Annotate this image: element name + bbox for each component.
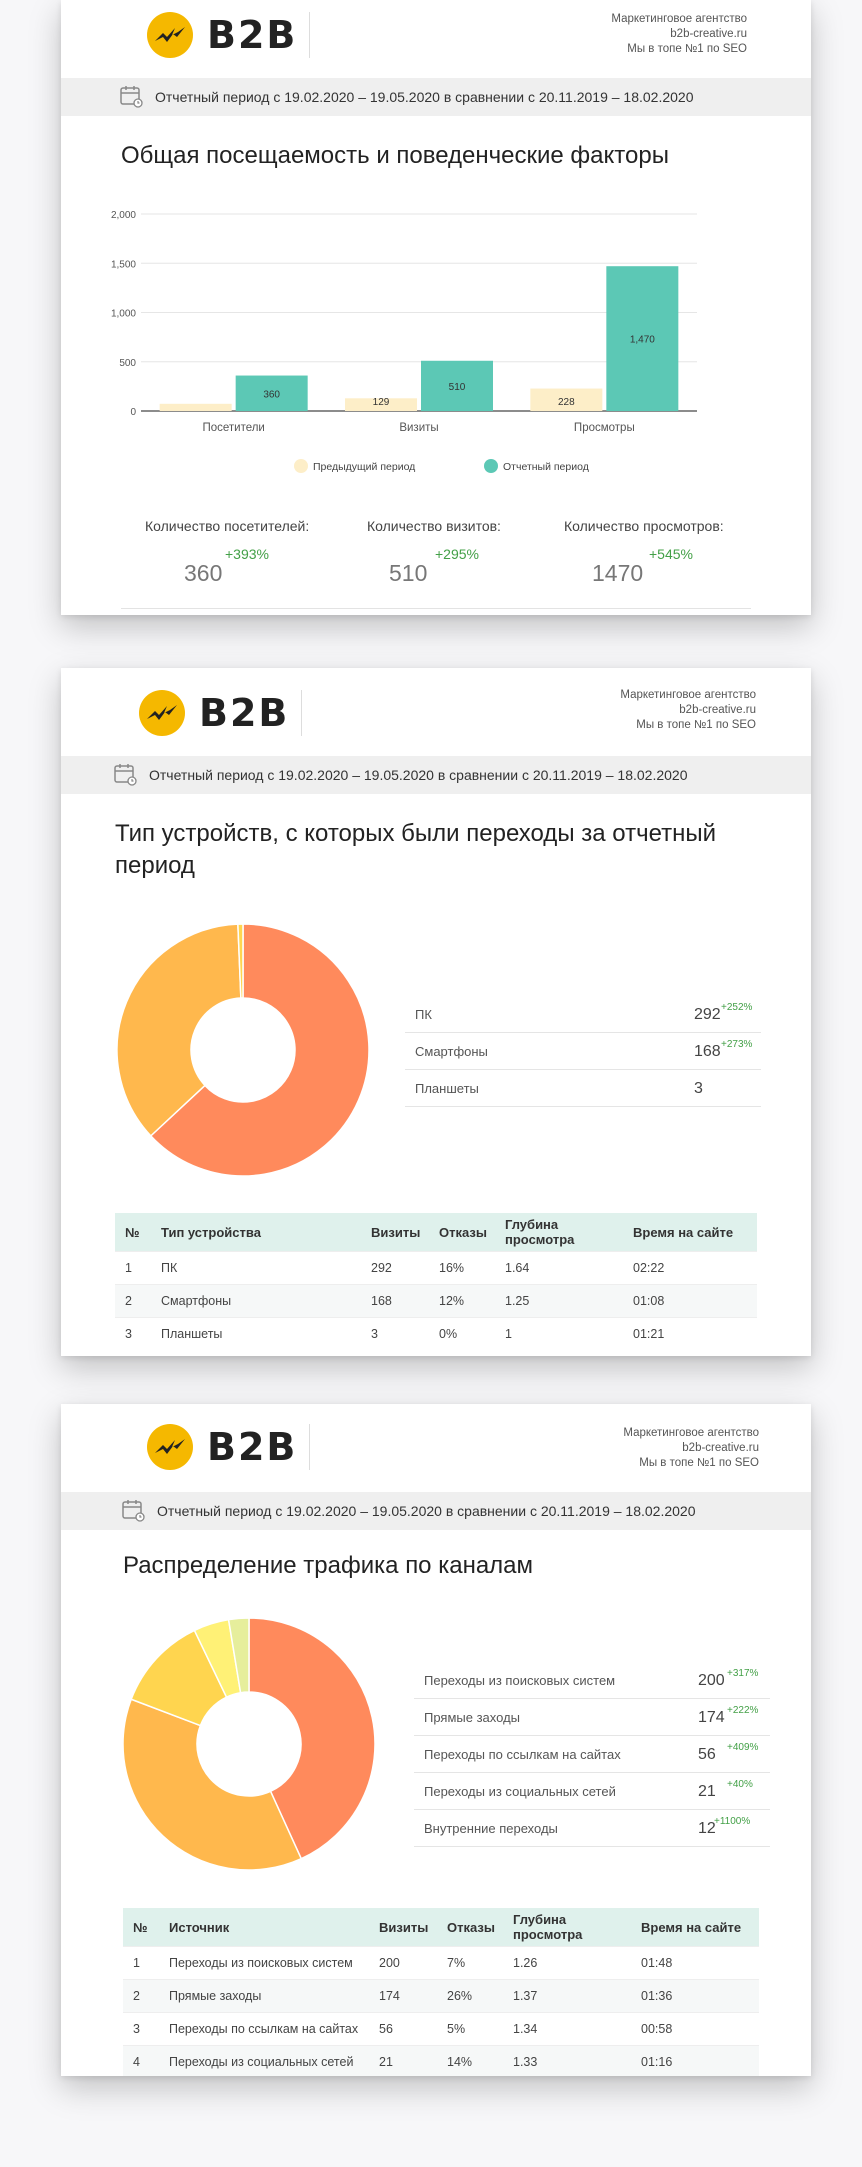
logo-divider	[301, 690, 302, 736]
period-bar	[61, 78, 811, 116]
period-bar	[61, 1492, 811, 1530]
table-cell: Переходы из поисковых систем	[159, 1947, 369, 1980]
section-title: Распределение трафика по каналам	[123, 1552, 534, 1579]
legend-value: 3	[694, 1080, 703, 1097]
column-header: Глубина просмотра	[495, 1213, 623, 1252]
logo	[147, 12, 310, 58]
legend-delta: +1100%	[714, 1816, 751, 1827]
report-header	[61, 1404, 811, 1492]
table-header-row	[123, 1908, 759, 1947]
kpi-views	[564, 518, 724, 586]
table-cell: 01:21	[623, 1318, 757, 1351]
legend-row	[414, 1662, 770, 1699]
calendar-icon	[121, 1498, 145, 1525]
period-text: Отчетный период с 19.02.2020 – 19.05.2020 в сравнении с 20.11.2019 – 18.02.2020	[149, 767, 688, 783]
table-row	[123, 2046, 759, 2077]
column-header: Тип устройства	[151, 1213, 361, 1252]
logo-text: B2B	[199, 691, 290, 735]
table-cell: 4	[123, 2046, 159, 2077]
kpi-label: Количество просмотров:	[564, 518, 724, 534]
legend-value: 21	[698, 1783, 716, 1800]
y-tick-label: 1,000	[110, 308, 136, 320]
channels-legend	[414, 1662, 770, 1847]
kpi-visitors	[145, 518, 310, 586]
period-text: Отчетный период с 19.02.2020 – 19.05.2020 в сравнении с 20.11.2019 – 18.02.2020	[155, 89, 694, 105]
legend-value: 56	[698, 1746, 716, 1763]
kpi-value: 1470	[592, 560, 644, 586]
legend-label: Предыдущий период	[313, 461, 416, 473]
table-cell: 00:58	[631, 2013, 759, 2046]
logo-lightning-icon	[147, 12, 193, 58]
legend-label: Смартфоны	[415, 1044, 488, 1059]
legend-value: 292	[694, 1006, 721, 1023]
calendar-icon	[119, 84, 143, 111]
column-header: Время на сайте	[631, 1908, 759, 1947]
column-header: Глубина просмотра	[503, 1908, 631, 1947]
logo-text: B2B	[207, 1425, 298, 1469]
table-cell: 1	[115, 1252, 151, 1285]
y-tick-label: 1,500	[110, 259, 136, 271]
table-row	[115, 1318, 757, 1351]
legend-row	[405, 996, 761, 1033]
logo-lightning-icon	[147, 1424, 193, 1470]
devices-table	[115, 1213, 757, 1350]
table-cell: 1.25	[495, 1285, 623, 1318]
x-category-label: Посетители	[202, 422, 265, 434]
legend-label: Переходы из поисковых систем	[424, 1673, 616, 1688]
table-row	[123, 1980, 759, 2013]
legend-label: Отчетный период	[503, 461, 589, 473]
report-header	[61, 668, 811, 756]
kpi-visits	[367, 518, 501, 586]
kpi-delta: +545%	[649, 546, 693, 562]
table-cell: 3	[115, 1318, 151, 1351]
kpi-delta: +295%	[435, 546, 479, 562]
y-tick-label: 2,000	[110, 210, 136, 221]
calendar-icon	[113, 762, 137, 789]
y-tick-label: 500	[119, 357, 136, 369]
report-card-devices	[61, 668, 811, 1356]
legend-delta: +273%	[721, 1039, 753, 1050]
table-cell: 21	[369, 2046, 437, 2077]
agency-line: Маркетинговое агентство	[611, 13, 747, 25]
period-bar	[61, 756, 811, 794]
logo-lightning-icon	[139, 690, 185, 736]
divider	[121, 608, 751, 609]
legend-row	[405, 1070, 761, 1107]
legend-value: 12	[698, 1820, 716, 1837]
table-cell: 2	[123, 1980, 159, 2013]
legend-row	[405, 1033, 761, 1070]
legend-row	[414, 1773, 770, 1810]
kpi-value: 360	[184, 560, 223, 586]
legend-label: Внутренние переходы	[424, 1821, 558, 1836]
table-cell: 01:48	[631, 1947, 759, 1980]
bar	[160, 404, 232, 411]
legend-delta: +409%	[727, 1742, 759, 1753]
table-cell: ПК	[151, 1252, 361, 1285]
visits-bar-chart	[61, 190, 811, 490]
report-card-channels	[61, 1404, 811, 2076]
legend-label: ПК	[415, 1007, 432, 1022]
legend-label: Прямые заходы	[424, 1710, 521, 1725]
agency-info	[611, 12, 747, 57]
table-cell: 01:36	[631, 1980, 759, 2013]
legend-delta: +252%	[721, 1002, 753, 1013]
column-header: №	[115, 1213, 151, 1252]
x-category-label: Просмотры	[573, 422, 635, 434]
column-header: №	[123, 1908, 159, 1947]
legend-delta: +40%	[727, 1779, 753, 1790]
logo	[147, 1424, 310, 1470]
legend-delta: +317%	[727, 1668, 759, 1679]
agency-line: Мы в топе №1 по SEO	[636, 719, 756, 731]
kpi-delta: +393%	[225, 546, 269, 562]
kpi-label: Количество посетителей:	[145, 518, 310, 534]
bar-data-label: 360	[263, 389, 281, 401]
table-cell: Прямые заходы	[159, 1980, 369, 2013]
table-cell: 3	[361, 1318, 429, 1351]
legend-swatch	[294, 459, 308, 473]
bar-data-label: 1,470	[629, 334, 655, 346]
column-header: Время на сайте	[623, 1213, 757, 1252]
bar-data-label: 510	[448, 381, 466, 393]
y-tick-label: 0	[130, 407, 136, 418]
table-cell: 1.37	[503, 1980, 631, 2013]
table-cell: 7%	[437, 1947, 503, 1980]
logo-divider	[309, 12, 310, 58]
table-cell: 14%	[437, 2046, 503, 2077]
table-cell: 168	[361, 1285, 429, 1318]
agency-line: Маркетинговое агентство	[620, 689, 756, 701]
table-cell: 1.33	[503, 2046, 631, 2077]
x-category-label: Визиты	[399, 422, 439, 434]
column-header: Отказы	[429, 1213, 495, 1252]
table-cell: 56	[369, 2013, 437, 2046]
section-title: Тип устройств, с которых были переходы за отчетный период	[115, 820, 717, 879]
legend-row	[414, 1736, 770, 1773]
table-row	[115, 1285, 757, 1318]
table-cell: 3	[123, 2013, 159, 2046]
legend-value: 200	[698, 1672, 725, 1689]
legend-label: Планшеты	[415, 1081, 479, 1096]
agency-site-link[interactable]: b2b-creative.ru	[682, 1442, 759, 1454]
legend-swatch	[484, 459, 498, 473]
agency-line: Мы в топе №1 по SEO	[627, 43, 747, 55]
table-row	[115, 1252, 757, 1285]
table-cell: 02:22	[623, 1252, 757, 1285]
agency-info	[620, 688, 756, 733]
kpi-label: Количество визитов:	[367, 518, 501, 534]
column-header: Отказы	[437, 1908, 503, 1947]
table-cell: 01:08	[623, 1285, 757, 1318]
agency-site-link[interactable]: b2b-creative.ru	[670, 28, 747, 40]
table-cell: 26%	[437, 1980, 503, 2013]
legend-label: Переходы по ссылкам на сайтах	[424, 1747, 621, 1762]
table-cell: 1.64	[495, 1252, 623, 1285]
table-cell: 174	[369, 1980, 437, 2013]
table-cell: 01:16	[631, 2046, 759, 2077]
channels-donut-chart	[119, 1614, 379, 1874]
bar-data-label: 228	[557, 397, 575, 408]
agency-info	[623, 1426, 759, 1471]
legend-row	[414, 1699, 770, 1736]
legend-label: Переходы из социальных сетей	[424, 1784, 616, 1799]
table-row	[123, 1947, 759, 1980]
donut-slice	[123, 1699, 301, 1870]
channels-table	[123, 1908, 759, 2076]
column-header: Визиты	[369, 1908, 437, 1947]
report-card-traffic	[61, 0, 811, 615]
table-cell: 0%	[429, 1318, 495, 1351]
logo-text: B2B	[207, 13, 298, 57]
table-cell: 2	[115, 1285, 151, 1318]
table-cell: Смартфоны	[151, 1285, 361, 1318]
legend-delta: +222%	[727, 1705, 759, 1716]
legend-value: 168	[694, 1043, 721, 1060]
logo-divider	[309, 1424, 310, 1470]
table-cell: 1	[123, 1947, 159, 1980]
section-title: Общая посещаемость и поведенческие факторы	[121, 142, 669, 169]
table-cell: 1.34	[503, 2013, 631, 2046]
table-cell: 1.26	[503, 1947, 631, 1980]
table-cell: 1	[495, 1318, 623, 1351]
table-cell: Планшеты	[151, 1318, 361, 1351]
table-cell: 200	[369, 1947, 437, 1980]
report-header	[61, 0, 811, 78]
agency-site-link[interactable]: b2b-creative.ru	[679, 704, 756, 716]
legend-value: 174	[698, 1709, 725, 1726]
table-cell: 16%	[429, 1252, 495, 1285]
devices-legend	[405, 996, 761, 1107]
kpi-value: 510	[389, 560, 428, 586]
agency-line: Мы в топе №1 по SEO	[639, 1457, 759, 1469]
column-header: Визиты	[361, 1213, 429, 1252]
period-text: Отчетный период с 19.02.2020 – 19.05.2020 в сравнении с 20.11.2019 – 18.02.2020	[157, 1503, 696, 1519]
bar-data-label: 129	[372, 397, 390, 408]
table-header-row	[115, 1213, 757, 1252]
table-cell: 12%	[429, 1285, 495, 1318]
table-cell: Переходы по ссылкам на сайтах	[159, 2013, 369, 2046]
table-row	[123, 2013, 759, 2046]
table-cell: 292	[361, 1252, 429, 1285]
agency-line: Маркетинговое агентство	[623, 1427, 759, 1439]
logo	[139, 690, 302, 736]
devices-donut-chart	[113, 920, 373, 1180]
legend-row	[414, 1810, 770, 1847]
table-cell: 5%	[437, 2013, 503, 2046]
table-cell: Переходы из социальных сетей	[159, 2046, 369, 2077]
column-header: Источник	[159, 1908, 369, 1947]
